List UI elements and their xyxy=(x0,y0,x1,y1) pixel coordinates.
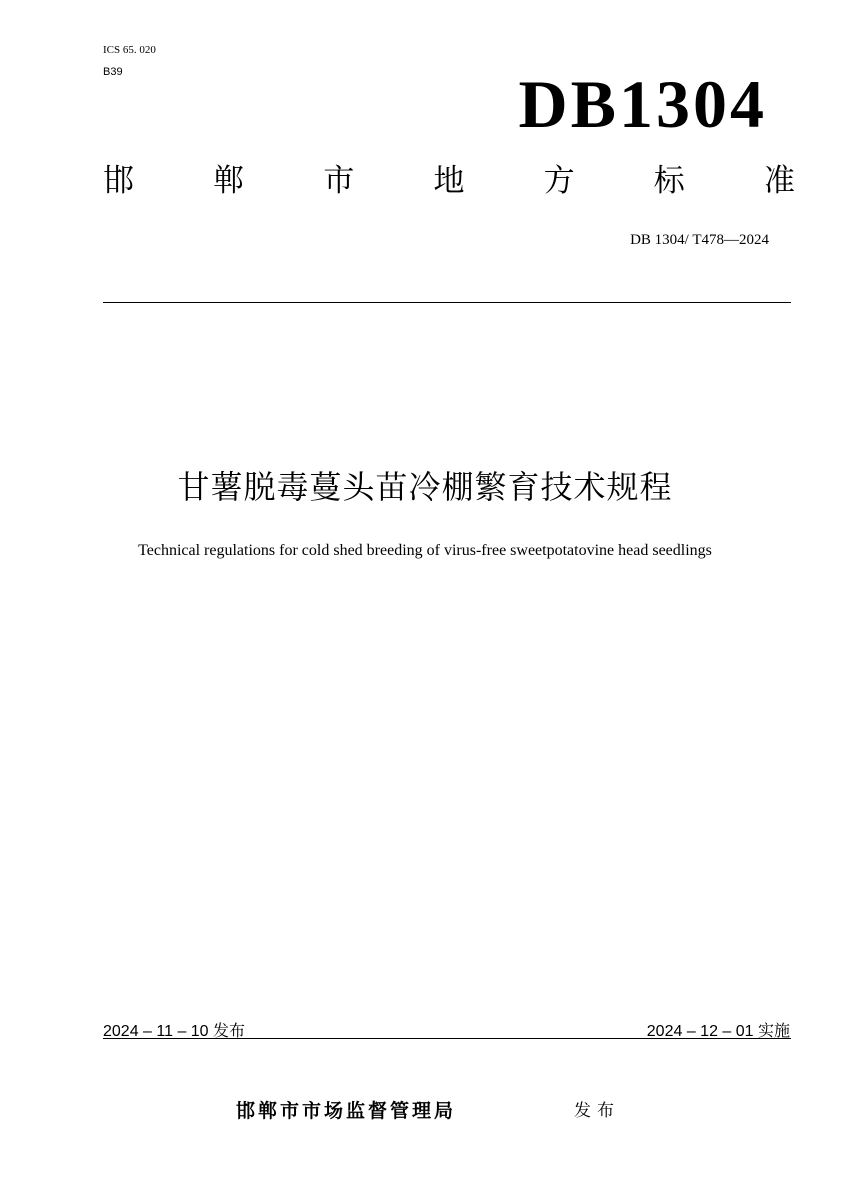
title-chinese: 甘薯脱毒蔓头苗冷棚繁育技术规程 xyxy=(177,468,673,506)
issue-date: 2024 – 11 – 10 发布 xyxy=(103,1023,246,1040)
standard-kind-char: 准 xyxy=(763,163,795,199)
implementation-date: 2024 – 12 – 01 实施 xyxy=(646,1023,790,1040)
classification-code: B39 xyxy=(103,66,123,78)
standard-kind-char: 邯 xyxy=(103,163,134,199)
standard-kind xyxy=(103,163,795,199)
standard-number: DB 1304/ T478—2024 xyxy=(630,232,769,248)
title-english: Technical regulations for cold shed breeding of virus-free sweetpotatovine head seedlings xyxy=(138,542,712,559)
standard-kind-char: 方 xyxy=(543,163,575,199)
header-divider xyxy=(103,302,791,303)
issuing-authority: 邯郸市市场监督管理局 xyxy=(236,1100,457,1122)
ics-code: ICS 65. 020 xyxy=(103,44,156,56)
standard-kind-char: 标 xyxy=(653,163,685,199)
issue-label: 发布 xyxy=(574,1101,620,1121)
footer-divider xyxy=(103,1038,791,1039)
standard-kind-char: 地 xyxy=(433,163,465,199)
standard-kind-char: 市 xyxy=(323,163,355,199)
standard-kind-char: 郸 xyxy=(213,163,245,199)
standard-code: DB1304 xyxy=(518,66,767,142)
